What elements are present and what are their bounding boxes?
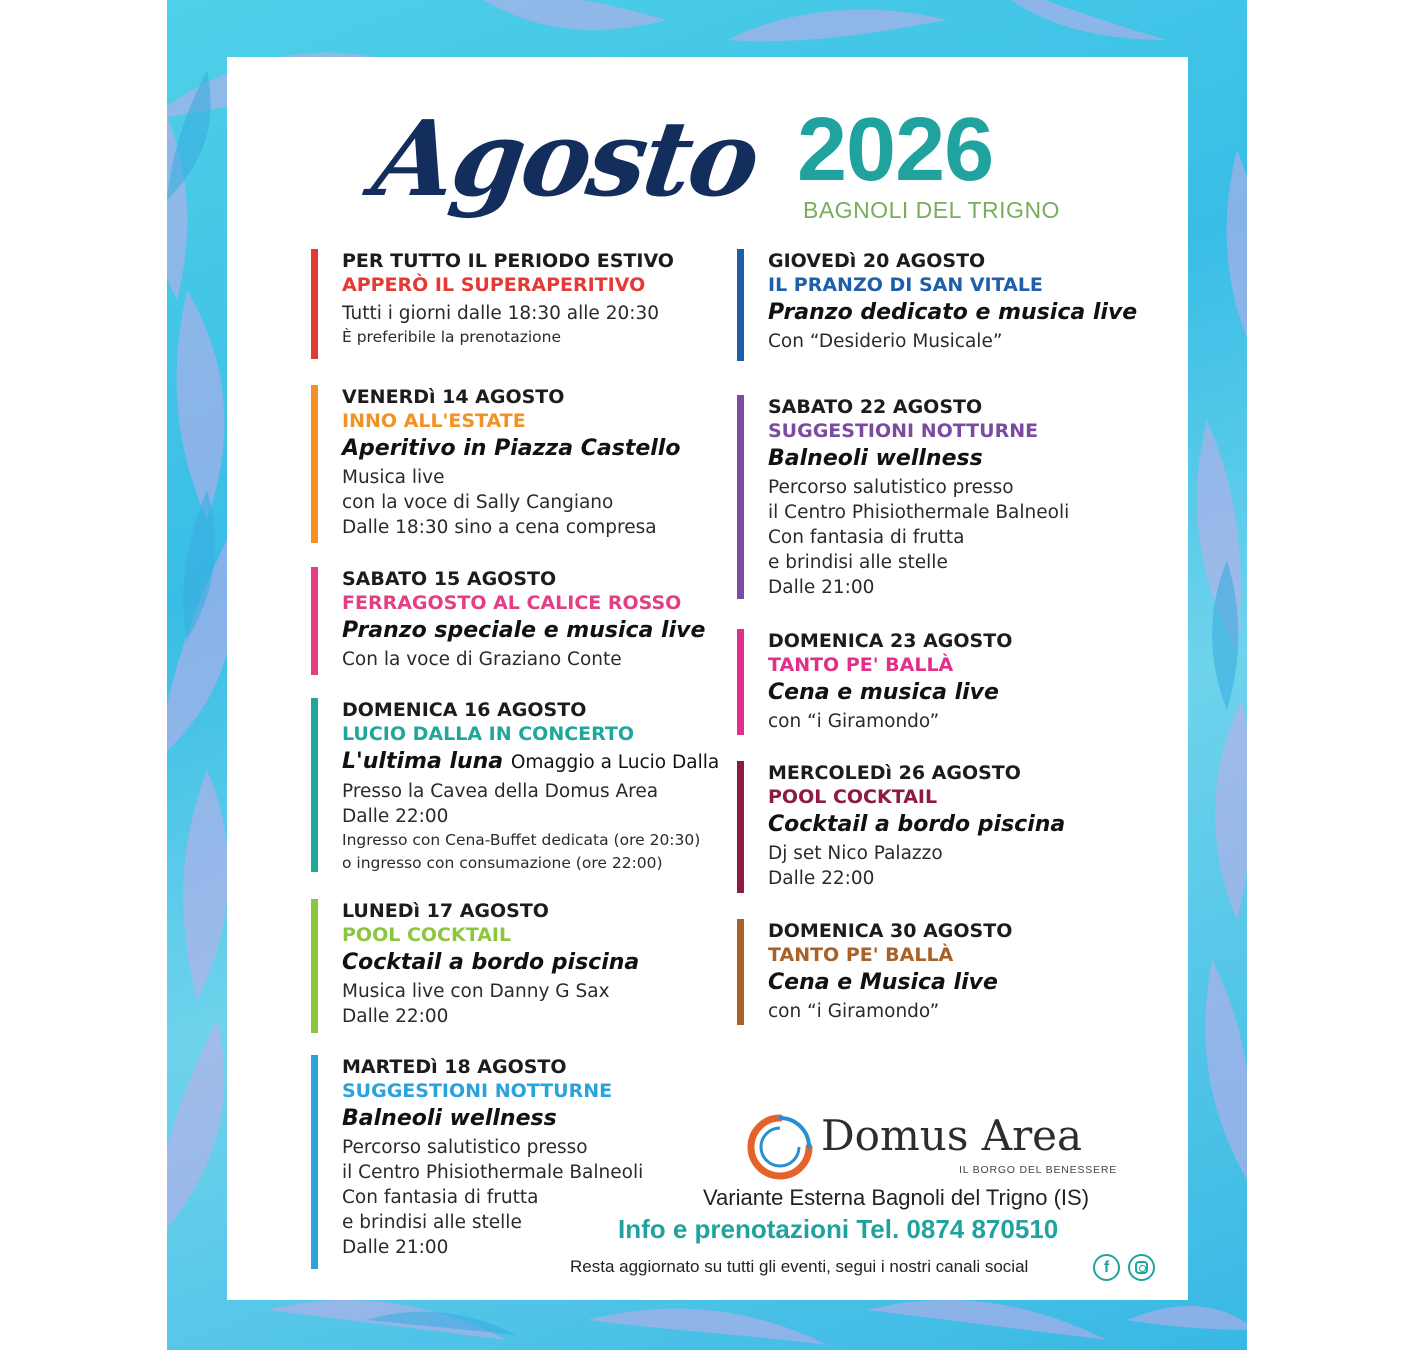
event-detail: Dalle 21:00 [768, 577, 875, 598]
event-subtitle: Pranzo dedicato e musica live [768, 300, 1138, 325]
event-subtitle: Cocktail a bordo piscina [342, 950, 640, 975]
event-subtitle: Aperitivo in Piazza Castello [342, 436, 681, 461]
event-detail: Dalle 21:00 [342, 1237, 449, 1258]
brand-tagline: IL BORGO DEL BENESSERE [959, 1164, 1118, 1176]
facebook-icon[interactable]: f [1093, 1254, 1120, 1281]
event-block [737, 919, 1012, 1025]
event-detail: il Centro Phisiothermale Balneoli [342, 1162, 644, 1183]
event-detail: Musica live con Danny G Sax [342, 981, 610, 1002]
event-detail: Percorso salutistico presso [768, 477, 1014, 498]
event-detail: Tutti i giorni dalle 18:30 alle 20:30 [342, 303, 660, 324]
event-name: SUGGESTIONI NOTTURNE [768, 420, 1039, 442]
event-block [737, 249, 1137, 361]
event-name: APPERÒ IL SUPERAPERITIVO [342, 274, 646, 296]
event-block [311, 567, 705, 675]
event-card [227, 57, 1188, 1300]
event-note: È preferibile la prenotazione [342, 328, 562, 346]
event-detail: Con fantasia di frutta [768, 527, 965, 548]
event-block [311, 385, 680, 543]
event-block [311, 698, 719, 872]
event-name: IL PRANZO DI SAN VITALE [768, 274, 1043, 296]
event-detail: Percorso salutistico presso [342, 1137, 588, 1158]
event-detail: Dalle 22:00 [768, 868, 875, 889]
event-detail: Con fantasia di frutta [342, 1187, 539, 1208]
event-name: INNO ALL'ESTATE [342, 410, 526, 432]
event-name: TANTO PE' BALLÀ [768, 944, 954, 966]
event-subtitle: Cena e musica live [768, 680, 999, 705]
title-month: Agosto [366, 97, 765, 220]
domus-area-logo-icon [745, 1112, 815, 1182]
event-block [311, 1055, 643, 1269]
event-name: POOL COCKTAIL [768, 786, 938, 808]
event-date: GIOVEDì 20 AGOSTO [768, 250, 986, 272]
event-date: DOMENICA 16 AGOSTO [342, 699, 587, 721]
event-subtitle: Pranzo speciale e musica live [342, 618, 706, 643]
event-note: Ingresso con Cena-Buffet dedicata (ore 20:30) [342, 831, 701, 849]
event-name: LUCIO DALLA IN CONCERTO [342, 723, 635, 745]
social-text: Resta aggiornato su tutti gli eventi, segui i nostri canali social [570, 1257, 1029, 1276]
event-detail: Musica live [342, 467, 445, 488]
event-subtitle-extra: Omaggio a Lucio Dalla [510, 752, 720, 773]
event-detail: il Centro Phisiothermale Balneoli [768, 502, 1070, 523]
event-block [311, 899, 639, 1033]
event-date: VENERDì 14 AGOSTO [342, 386, 565, 408]
event-block [737, 395, 1069, 599]
event-detail: e brindisi alle stelle [342, 1212, 522, 1233]
title-location: BAGNOLI DEL TRIGNO [803, 197, 1060, 223]
event-subtitle: Cena e Musica live [768, 970, 998, 995]
event-block [311, 249, 674, 359]
event-name: SUGGESTIONI NOTTURNE [342, 1080, 613, 1102]
event-detail: con la voce di Sally Cangiano [342, 492, 614, 513]
event-detail: Dj set Nico Palazzo [768, 843, 943, 864]
event-date: PER TUTTO IL PERIODO ESTIVO [342, 250, 674, 272]
event-name: POOL COCKTAIL [342, 924, 512, 946]
title-year: 2026 [797, 100, 994, 200]
event-date: MERCOLEDì 26 AGOSTO [768, 762, 1021, 784]
event-subtitle-row [342, 746, 719, 779]
event-name: TANTO PE' BALLÀ [768, 654, 954, 676]
event-name: FERRAGOSTO AL CALICE ROSSO [342, 592, 682, 614]
event-subtitle: Balneoli wellness [768, 446, 983, 471]
booking-info: Info e prenotazioni Tel. 0874 870510 [618, 1214, 1059, 1244]
event-note: o ingresso con consumazione (ore 22:00) [342, 854, 663, 872]
address: Variante Esterna Bagnoli del Trigno (IS) [703, 1185, 1090, 1210]
event-detail: Con “Desiderio Musicale” [768, 331, 1003, 352]
event-date: MARTEDì 18 AGOSTO [342, 1056, 567, 1078]
event-detail: Presso la Cavea della Domus Area [342, 781, 659, 802]
event-date: DOMENICA 23 AGOSTO [768, 630, 1013, 652]
event-date: DOMENICA 30 AGOSTO [768, 920, 1013, 942]
event-detail: Dalle 22:00 [342, 806, 449, 827]
event-detail: Dalle 18:30 sino a cena compresa [342, 517, 657, 538]
event-date: SABATO 22 AGOSTO [768, 396, 983, 418]
event-detail: Dalle 22:00 [342, 1006, 449, 1027]
event-subtitle: Balneoli wellness [342, 1106, 557, 1131]
event-detail: con “i Giramondo” [768, 1001, 940, 1022]
event-detail: Con la voce di Graziano Conte [342, 649, 622, 670]
event-subtitle: Cocktail a bordo piscina [768, 812, 1066, 837]
event-block [737, 629, 1012, 735]
event-detail: con “i Giramondo” [768, 711, 940, 732]
event-detail: e brindisi alle stelle [768, 552, 948, 573]
event-date: SABATO 15 AGOSTO [342, 568, 557, 590]
event-date: LUNEDì 17 AGOSTO [342, 900, 549, 922]
event-block [737, 761, 1065, 893]
brand-name: Domus Area [821, 1111, 1083, 1160]
event-subtitle: L'ultima luna [342, 749, 504, 774]
instagram-icon[interactable] [1128, 1254, 1155, 1281]
poster [167, 0, 1247, 1350]
